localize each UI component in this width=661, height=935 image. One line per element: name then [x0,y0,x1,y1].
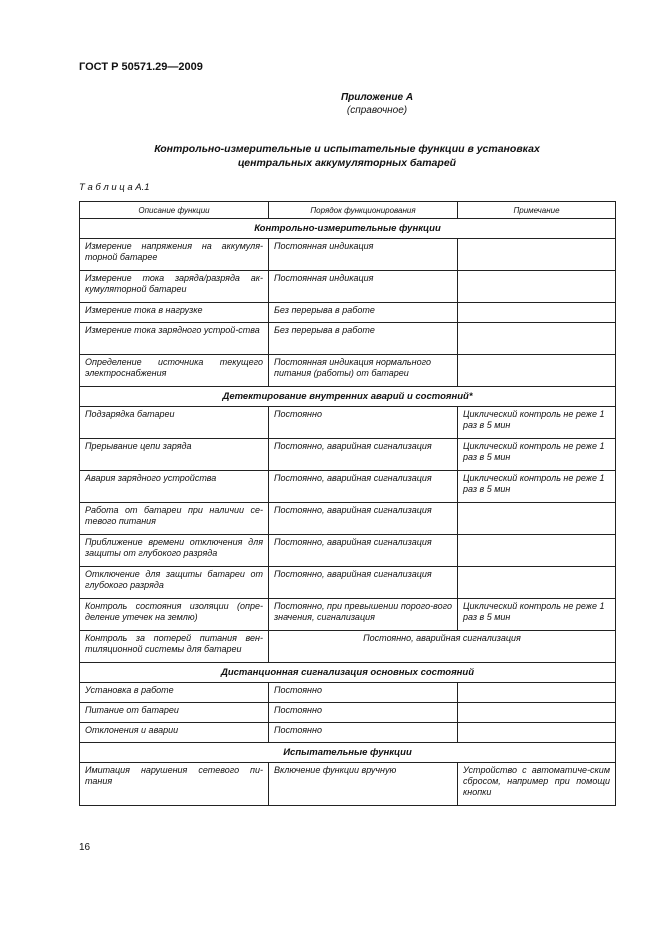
section-row [80,663,616,683]
table-row [80,439,616,471]
cell-operation: Постоянно [269,723,458,743]
cell-operation: Без перерыва в работе [269,323,458,355]
section-row [80,219,616,239]
cell-note [458,723,616,743]
cell-operation: Постоянно, при превышении порого-вого значения, сигнализация [269,599,458,631]
cell-description: Авария зарядного устройства [80,471,269,503]
cell-description: Установка в работе [80,683,269,703]
cell-description: Отклонения и аварии [80,723,269,743]
section-measurement: Контрольно-измерительные функции [80,219,616,239]
cell-description: Прерывание цепи заряда [80,439,269,471]
annex-type: (справочное) [346,105,408,116]
header-note: Примечание [458,202,616,219]
table-row [80,323,616,355]
table-row [80,271,616,303]
cell-note: Циклический контроль не реже 1 раз в 5 мин [458,407,616,439]
table-row [80,407,616,439]
section-row [80,743,616,763]
cell-operation: Постоянно, аварийная сигнализация [269,439,458,471]
cell-note: Циклический контроль не реже 1 раз в 5 мин [458,439,616,471]
section-row [80,387,616,407]
title-line-2: центральных аккумуляторных батарей [237,157,457,169]
cell-operation: Постоянно, аварийная сигнализация [269,567,458,599]
annex-heading [79,91,615,117]
table-row [80,535,616,567]
cell-operation: Постоянная индикация нормального питания (работы) от батареи [269,355,458,387]
cell-operation: Постоянно, аварийная сигнализация [269,535,458,567]
cell-description: Контроль за потерей питания вен-тиляционной системы для батареи [80,631,269,663]
table-row [80,631,616,663]
cell-note [458,683,616,703]
document-code: ГОСТ Р 50571.29—2009 [79,61,203,73]
cell-note [458,703,616,723]
cell-note [458,271,616,303]
header-description: Описание функции [80,202,269,219]
cell-note [458,567,616,599]
cell-description: Имитация нарушения сетевого пи-тания [80,763,269,806]
table-row [80,763,616,806]
cell-note: Устройство с автоматиче-ским сбросом, например при помощи кнопки [458,763,616,806]
cell-operation: Включение функции вручную [269,763,458,806]
title-line-1: Контрольно-измерительные и испытательные функции в установках [154,143,540,155]
page-number: 16 [79,842,91,853]
cell-description: Контроль состояния изоляции (опре-деление утечек на землю) [80,599,269,631]
cell-description: Отключение для защиты батареи от глубокого разряда [80,567,269,599]
table-row [80,703,616,723]
cell-note [458,355,616,387]
cell-description: Питание от батареи [80,703,269,723]
table-row [80,599,616,631]
cell-operation: Постоянная индикация [269,271,458,303]
cell-note [458,535,616,567]
section-detection: Детектирование внутренних аварий и состояний* [80,387,616,407]
cell-operation: Постоянная индикация [269,239,458,271]
cell-description: Приближение времени отключения для защиты от глубокого разряда [80,535,269,567]
annex-title: Приложение А [340,92,414,103]
table-row [80,723,616,743]
cell-note [458,323,616,355]
table-row [80,355,616,387]
cell-description: Работа от батареи при наличии се-тевого питания [80,503,269,535]
table-caption: Т а б л и ц а А.1 [79,182,150,193]
table-row [80,239,616,271]
cell-description: Измерение тока в нагрузке [80,303,269,323]
cell-operation: Постоянно [269,703,458,723]
cell-operation: Без перерыва в работе [269,303,458,323]
cell-description: Измерение тока заряда/разряда ак-кумуляторной батареи [80,271,269,303]
cell-operation: Постоянно, аварийная сигнализация [269,471,458,503]
cell-operation: Постоянно [269,683,458,703]
section-remote-signaling: Дистанционная сигнализация основных состояний [80,663,616,683]
table-row [80,471,616,503]
cell-note [458,303,616,323]
section-test: Испытательные функции [80,743,616,763]
cell-note [458,503,616,535]
table-row [80,303,616,323]
cell-operation: Постоянно, аварийная сигнализация [269,631,616,663]
cell-description: Измерение напряжения на аккумуля-торной батарее [80,239,269,271]
cell-description: Подзарядка батареи [80,407,269,439]
cell-note: Циклический контроль не реже 1 раз в 5 мин [458,471,616,503]
table-row [80,503,616,535]
cell-description: Определение источника текущего электроснабжения [80,355,269,387]
functions-table [79,201,616,806]
cell-operation: Постоянно [269,407,458,439]
cell-note [458,239,616,271]
header-operation: Порядок функционирования [269,202,458,219]
table-row [80,683,616,703]
cell-note: Циклический контроль не реже 1 раз в 5 мин [458,599,616,631]
cell-description: Измерение тока зарядного устрой-ства [80,323,269,355]
table-header-row [80,202,616,219]
table-row [80,567,616,599]
cell-operation: Постоянно, аварийная сигнализация [269,503,458,535]
document-title [79,142,615,170]
